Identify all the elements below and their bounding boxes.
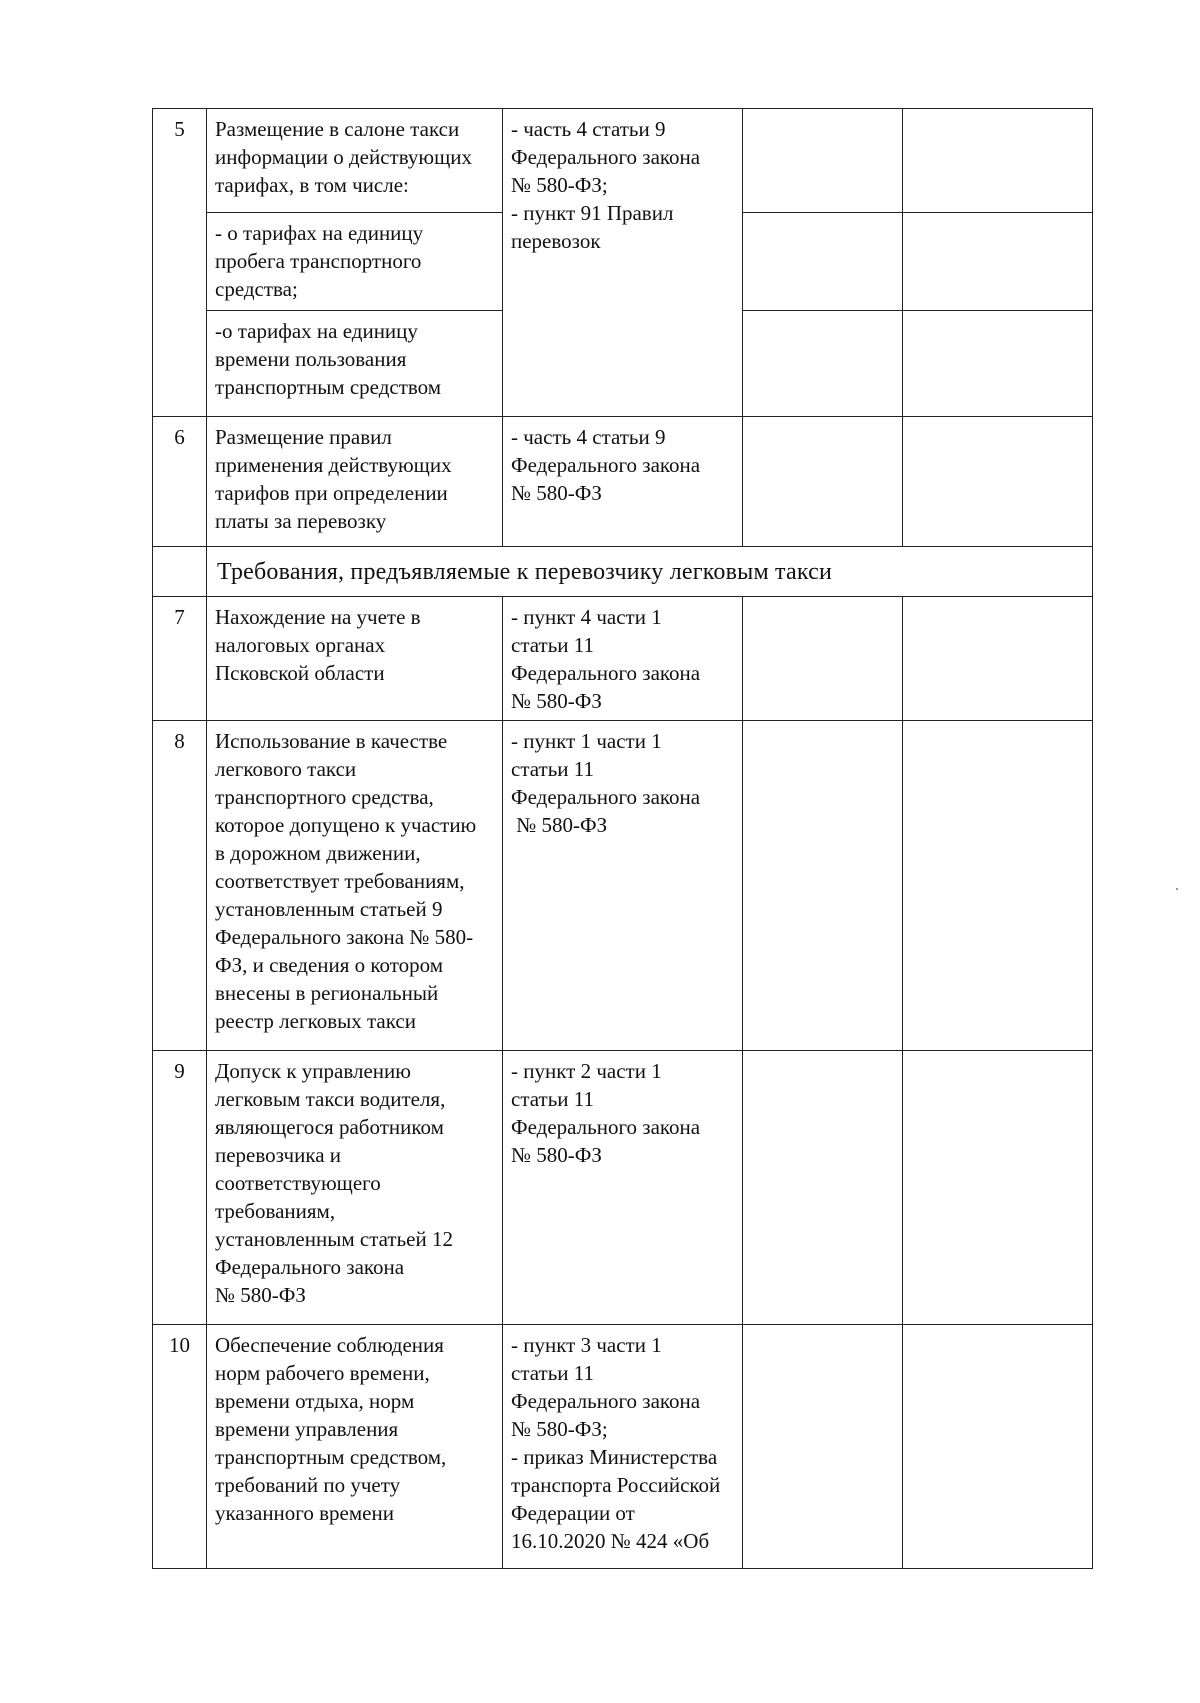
requirement-cell: Размещение в салоне такси информации о действующих тарифах, в том числе: — [207, 109, 503, 213]
requirement-cell: Допуск к управлению легковым такси водителя, являющегося работником перевозчика и соответствующего требованиям, установленным статьей 12 Федерального закона № 580-ФЗ — [207, 1051, 503, 1325]
answer-cell — [743, 597, 903, 721]
legal-reference-cell: - часть 4 статьи 9 Федерального закона № 580-ФЗ; - пункт 91 Правил перевозок — [503, 109, 743, 417]
section-heading: Требования, предъявляемые к перевозчику легковым такси — [207, 547, 1093, 597]
requirement-cell: Использование в качестве легкового такси транспортного средства, которое допущено к участию в дорожном движении, соответствует требованиям, установленным статьей 9 Федерального закона № 580- ФЗ, и сведения о котором внесены в региональный реестр легковых такси — [207, 721, 503, 1051]
note-cell — [903, 417, 1093, 547]
answer-cell — [743, 1051, 903, 1325]
row-number: 9 — [153, 1051, 207, 1325]
requirement-cell: - о тарифах на единицу пробега транспортного средства; — [207, 213, 503, 311]
section-row — [153, 547, 1093, 597]
requirement-cell: -о тарифах на единицу времени пользования транспортным средством — [207, 311, 503, 417]
requirement-cell: Размещение правил применения действующих тарифов при определении платы за перевозку — [207, 417, 503, 547]
row-number: 8 — [153, 721, 207, 1051]
table-row — [153, 1325, 1093, 1569]
table-row — [153, 417, 1093, 547]
section-number-cell — [153, 547, 207, 597]
row-number: 7 — [153, 597, 207, 721]
note-cell — [903, 109, 1093, 213]
legal-reference-cell: - пункт 3 части 1 статьи 11 Федерального закона № 580-ФЗ; - приказ Министерства транспорта Российской Федерации от 16.10.2020 № 424 «Об — [503, 1325, 743, 1569]
requirement-cell: Обеспечение соблюдения норм рабочего времени, времени отдыха, норм времени управления транспортным средством, требований по учету указанного времени — [207, 1325, 503, 1569]
legal-reference-cell: - пункт 2 части 1 статьи 11 Федерального закона № 580-ФЗ — [503, 1051, 743, 1325]
table-row — [153, 109, 1093, 213]
legal-reference-cell: - пункт 4 части 1 статьи 11 Федерального закона № 580-ФЗ — [503, 597, 743, 721]
legal-reference-cell: - часть 4 статьи 9 Федерального закона № 580-ФЗ — [503, 417, 743, 547]
answer-cell — [743, 311, 903, 417]
requirements-table — [152, 108, 1093, 1569]
answer-cell — [743, 721, 903, 1051]
note-cell — [903, 721, 1093, 1051]
scan-speck — [1176, 888, 1178, 890]
row-number: 6 — [153, 417, 207, 547]
answer-cell — [743, 109, 903, 213]
answer-cell — [743, 417, 903, 547]
table-row — [153, 721, 1093, 1051]
answer-cell — [743, 1325, 903, 1569]
table-row — [153, 597, 1093, 721]
note-cell — [903, 213, 1093, 311]
row-number: 5 — [153, 109, 207, 417]
note-cell — [903, 311, 1093, 417]
requirement-cell: Нахождение на учете в налоговых органах Псковской области — [207, 597, 503, 721]
table-row — [153, 1051, 1093, 1325]
answer-cell — [743, 213, 903, 311]
note-cell — [903, 1325, 1093, 1569]
note-cell — [903, 1051, 1093, 1325]
row-number: 10 — [153, 1325, 207, 1569]
legal-reference-cell: - пункт 1 части 1 статьи 11 Федерального закона № 580-ФЗ — [503, 721, 743, 1051]
note-cell — [903, 597, 1093, 721]
